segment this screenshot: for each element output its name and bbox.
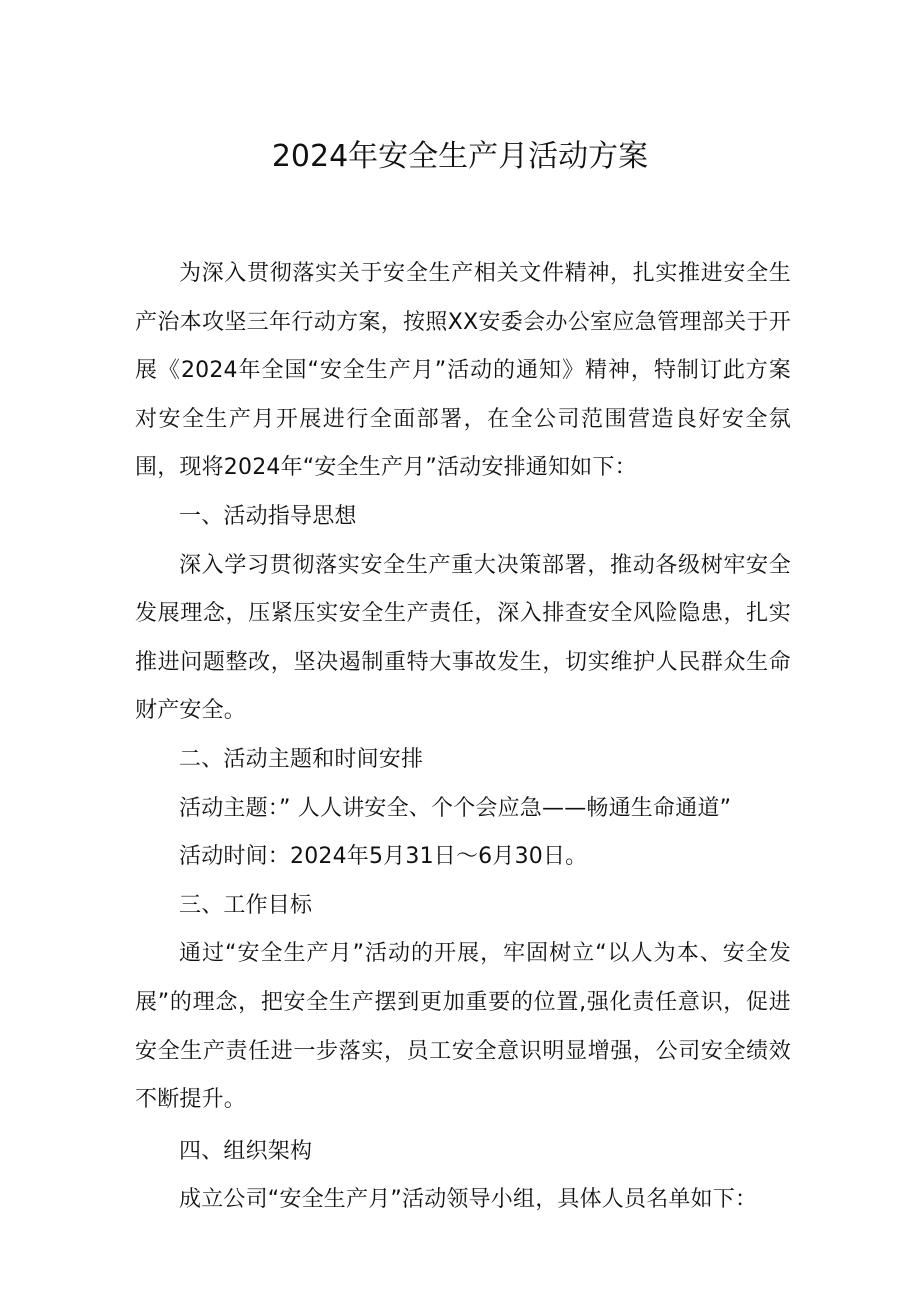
document-body bbox=[135, 250, 791, 1225]
activity-theme-line: 活动主题：” 人人讲安全、个个会应急——畅通生命通道” bbox=[179, 795, 732, 821]
document-title: 2024年安全生产月活动方案 bbox=[271, 139, 649, 174]
guiding-thought-paragraph: 深入学习贯彻落实安全生产重大决策部署，推动各级树牢安全发展理念，压紧压实安全生产责任，深入排查安全风险隐患，扎实推进问题整改，坚决遏制重特大事故发生，切实维护人民群众生命财产安全。 bbox=[135, 552, 791, 724]
work-goals-paragraph: 通过“安全生产月”活动的开展，牢固树立“以人为本、安全发展”的理念，把安全生产摆到更加重要的位置,强化责任意识，促进安全生产责任进一步落实，员工安全意识明显增强，公司安全绩效不断提升。 bbox=[135, 941, 791, 1113]
section-heading-organization: 四、组织架构 bbox=[179, 1138, 313, 1164]
section-heading-theme-schedule: 二、活动主题和时间安排 bbox=[179, 746, 424, 772]
intro-paragraph: 为深入贯彻落实关于安全生产相关文件精神，扎实推进安全生产治本攻坚三年行动方案，按照XX安委会办公室应急管理部关于开展《2024年全国“安全生产月”活动的通知》精神，特制订此方案对安全生产月开展进行全面部署，在全公司范围营造良好安全氛围，现将2024年“安全生产月”活动安排通知如下： bbox=[135, 261, 791, 481]
section-heading-guiding-thought: 一、活动指导思想 bbox=[179, 503, 357, 529]
section-heading-work-goals: 三、工作目标 bbox=[179, 892, 313, 918]
organization-paragraph: 成立公司“安全生产月”活动领导小组，具体人员名单如下： bbox=[179, 1187, 758, 1213]
activity-time-line: 活动时间：2024年5月31日〜6月30日。 bbox=[179, 844, 588, 870]
